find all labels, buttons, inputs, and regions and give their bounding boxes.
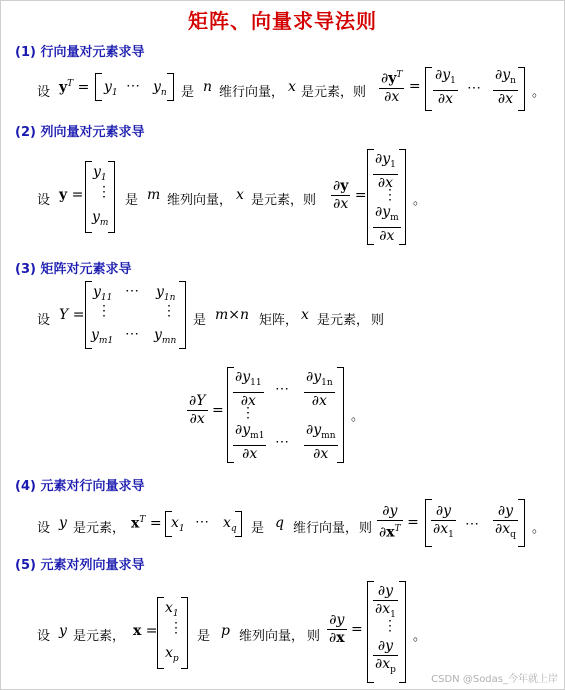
watermark: CSDN @Sodas_今年就上岸 — [431, 674, 558, 685]
bracket-right — [399, 149, 406, 245]
symbol-x: x — [288, 79, 296, 95]
text-element-4: 是元素， — [73, 521, 126, 536]
text-period-4: 。 — [532, 521, 546, 536]
page-title: 矩阵、向量求导法则 — [188, 9, 377, 33]
section-heading-3: (3) 矩阵对元素求导 — [15, 262, 132, 277]
symbol-m: m — [147, 187, 161, 203]
formula-vdots: ⋮ — [383, 618, 397, 634]
formula-vdots: ⋮ — [169, 620, 183, 636]
formula-partial-xq: $\frac{\partial y}{\partial x_q}$ — [495, 503, 516, 540]
section-heading-5: (5) 元素对列向量求导 — [15, 558, 145, 573]
text-wei-row-1: 维行向量， — [219, 85, 285, 100]
text-element-5: 是元素， — [73, 629, 126, 644]
text-wei-col-5: 维列向量， — [239, 629, 305, 644]
formula-partial-x1: $\frac{\partial y}{\partial x_1}$ — [375, 583, 396, 620]
formula-partial-y11: $\frac{\partial y_{11}}{\partial x}$ — [235, 369, 262, 409]
text-shi-3: 是 — [193, 313, 207, 328]
text-shi-1: 是 — [181, 85, 195, 100]
formula-dots: ⋯ — [126, 78, 140, 94]
text-ze-4: 则 — [359, 521, 373, 536]
formula-derivative-row: $\frac{\partial y^T}{\partial x}$ = — [379, 67, 421, 106]
section-heading-1: (1) 行向量对元素求导 — [15, 45, 145, 60]
formula-dots: ⋯ — [195, 514, 209, 530]
formula-xq: $x_q$ — [223, 515, 237, 534]
formula-y11: $y_{11}$ — [93, 284, 113, 303]
bracket-right — [337, 367, 344, 463]
formula-dots: ⋯ — [465, 516, 479, 532]
text-matrix-3: 矩阵， — [259, 313, 299, 328]
formula-vdots: ⋮ — [241, 405, 255, 421]
formula-dots: ⋯ — [125, 283, 139, 299]
text-she-5: 设 — [37, 629, 51, 644]
formula-partial-y1: $\frac{\partial y_1}{\partial x}$ — [435, 67, 456, 107]
text-she-2: 设 — [37, 193, 51, 208]
text-wei-row-4: 维行向量， — [293, 521, 359, 536]
bracket-right — [518, 499, 525, 547]
formula-partial-ymn: $\frac{\partial y_{mn}}{\partial x}$ — [306, 422, 336, 462]
formula-dots: ⋯ — [467, 80, 481, 96]
formula-dots: ⋯ — [125, 326, 139, 342]
text-shi-2: 是 — [125, 193, 139, 208]
formula-matrix-def: Y = — [59, 307, 85, 323]
text-shi-4: 是 — [251, 521, 265, 536]
formula-x1: $x_1$ — [165, 600, 179, 619]
formula-partial-x1: $\frac{\partial y}{\partial x_1}$ — [433, 503, 454, 540]
text-ze-5: 则 — [307, 629, 321, 644]
symbol-p: p — [221, 623, 230, 639]
formula-partial-y1: $\frac{\partial y_1}{\partial x}$ — [375, 151, 396, 191]
bracket-right — [518, 67, 525, 111]
text-wei-col-2: 维列向量， — [167, 193, 233, 208]
text-element-3: 是元素， — [317, 313, 370, 328]
section-heading-2: (2) 列向量对元素求导 — [15, 125, 145, 140]
formula-derivative-matrix: $\frac{\partial Y}{\partial x}$ = — [189, 393, 224, 427]
text-period-5: 。 — [413, 629, 427, 644]
formula-derivative-col: $\frac{\partial y}{\partial x}$ = — [333, 178, 367, 212]
formula-x1: $x_1$ — [171, 515, 185, 534]
formula-yn: $y_n$ — [153, 79, 167, 98]
text-period-3: 。 — [351, 409, 365, 424]
formula-partial-yn: $\frac{\partial y_n}{\partial x}$ — [495, 67, 516, 107]
formula-row-x-def: $x^T$ = — [131, 515, 162, 532]
text-she-3: 设 — [37, 313, 51, 328]
formula-vdots: ⋮ — [162, 303, 176, 319]
text-element-1: 是元素，则 — [301, 85, 367, 100]
bracket-right — [235, 511, 242, 537]
text-period-1: 。 — [532, 85, 546, 100]
bracket-right — [179, 281, 186, 349]
bracket-left — [157, 597, 164, 669]
formula-partial-y1n: $\frac{\partial y_{1n}}{\partial x}$ — [306, 369, 333, 409]
bracket-right — [167, 73, 174, 101]
formula-col-x-def: x = — [133, 623, 158, 639]
bracket-right — [108, 161, 115, 233]
formula-vdots: ⋮ — [97, 184, 111, 200]
formula-dots: ⋯ — [275, 434, 289, 450]
bracket-right — [181, 597, 188, 669]
symbol-n: n — [203, 79, 213, 95]
formula-col-vector-def: y = — [59, 187, 84, 203]
symbol-x: x — [301, 307, 309, 323]
bracket-left — [85, 161, 92, 233]
text-element-2: 是元素，则 — [251, 193, 317, 208]
formula-derivative-col-x: $\frac{\partial y}{\partial x}$ = — [329, 612, 363, 646]
text-period-2: 。 — [413, 193, 427, 208]
formula-partial-xp: $\frac{\partial y}{\partial x_p}$ — [375, 638, 396, 675]
text-she-1: 设 — [37, 85, 51, 100]
formula-y1n: $y_{1n}$ — [156, 284, 176, 303]
formula-partial-ym1: $\frac{\partial y_{m1}}{\partial x}$ — [235, 422, 265, 462]
formula-derivative-row-x: $\frac{\partial y}{\partial x^T}$ = — [379, 503, 419, 541]
bracket-left — [95, 73, 102, 101]
formula-ymn: $y_{mn}$ — [154, 327, 177, 346]
formula-dots: ⋯ — [275, 381, 289, 397]
bracket-left — [425, 67, 432, 111]
formula-ym: $y_m$ — [92, 209, 109, 228]
symbol-x: x — [236, 187, 244, 203]
symbol-m-times-n: m×n — [215, 307, 250, 323]
formula-xp: $x_p$ — [165, 645, 179, 664]
formula-ym1: $y_{m1}$ — [91, 327, 114, 346]
symbol-y: y — [59, 623, 67, 639]
symbol-q: q — [275, 515, 284, 531]
formula-partial-ym: $\frac{\partial y_m}{\partial x}$ — [375, 204, 399, 244]
text-shi-5: 是 — [197, 629, 211, 644]
formula-vdots: ⋮ — [97, 303, 111, 319]
formula-y1: $y_1$ — [104, 79, 118, 98]
bracket-right — [399, 581, 406, 683]
formula-y1: $y_1$ — [93, 164, 107, 183]
section-heading-4: (4) 元素对行向量求导 — [15, 479, 145, 494]
text-ze-3: 则 — [371, 313, 385, 328]
symbol-y: y — [59, 515, 67, 531]
text-she-4: 设 — [37, 521, 51, 536]
formula-row-vector-def: $y^T$ = — [59, 79, 90, 96]
formula-vdots: ⋮ — [383, 187, 397, 203]
